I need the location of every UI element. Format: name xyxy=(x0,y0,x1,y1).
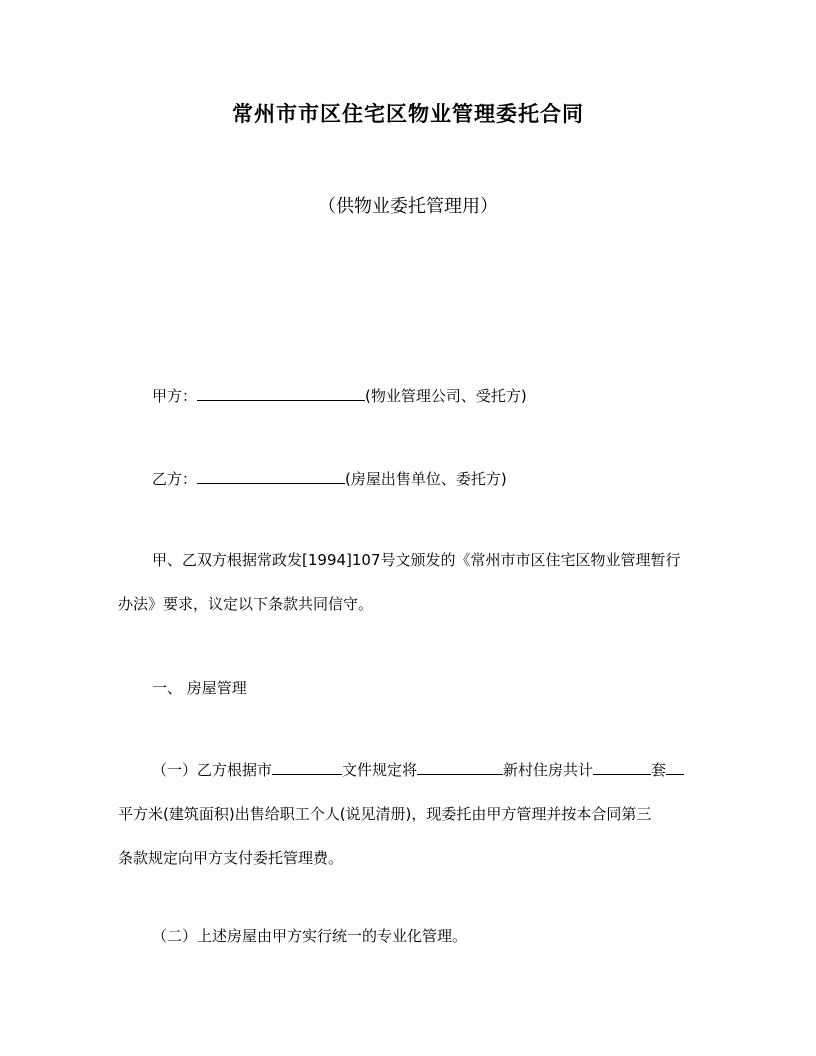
party-b-blank xyxy=(197,469,345,484)
party-a-line xyxy=(152,385,527,406)
section-1-heading: 一、 房屋管理 xyxy=(152,679,247,697)
clause-1-line-2: 平方米(建筑面积)出售给职工个人(说见清册)，现委托由甲方管理并按本合同第三 xyxy=(118,805,652,823)
document-title: 常州市市区住宅区物业管理委托合同 xyxy=(232,102,584,126)
clause-1-blank-city xyxy=(272,760,342,775)
clause-1-paragraph xyxy=(118,760,700,892)
party-b-label: 乙方： xyxy=(152,470,198,488)
clause-1-line-1 xyxy=(118,760,700,804)
document-subtitle: （供物业委托管理用） xyxy=(318,196,498,217)
clause-1-part-1: （一）乙方根据市 xyxy=(152,761,273,779)
clause-2-line: （二）上述房屋由甲方实行统一的专业化管理。 xyxy=(152,927,468,945)
clause-1-part-4: 套 xyxy=(651,761,667,779)
preamble-line-2: 办法》要求，议定以下条款共同信守。 xyxy=(118,595,374,613)
clause-1-line-3: 条款规定向甲方支付委托管理费。 xyxy=(118,849,344,867)
clause-1-blank-count xyxy=(593,760,651,775)
party-a-note: (物业管理公司、受托方) xyxy=(365,387,527,405)
party-a-label: 甲方： xyxy=(152,387,198,405)
clause-1-blank-village xyxy=(417,760,503,775)
preamble-paragraph xyxy=(118,550,700,638)
party-b-note: (房屋出售单位、委托方) xyxy=(345,470,507,488)
clause-1-part-3: 新村住房共计 xyxy=(503,761,594,779)
clause-1-part-2: 文件规定将 xyxy=(342,761,418,779)
clause-1-blank-area xyxy=(666,760,684,775)
preamble-line-1: 甲、乙双方根据常政发[1994]107号文颁发的《常州市市区住宅区物业管理暂行 xyxy=(152,551,681,569)
party-b-line xyxy=(152,468,507,489)
party-a-blank xyxy=(197,386,365,401)
